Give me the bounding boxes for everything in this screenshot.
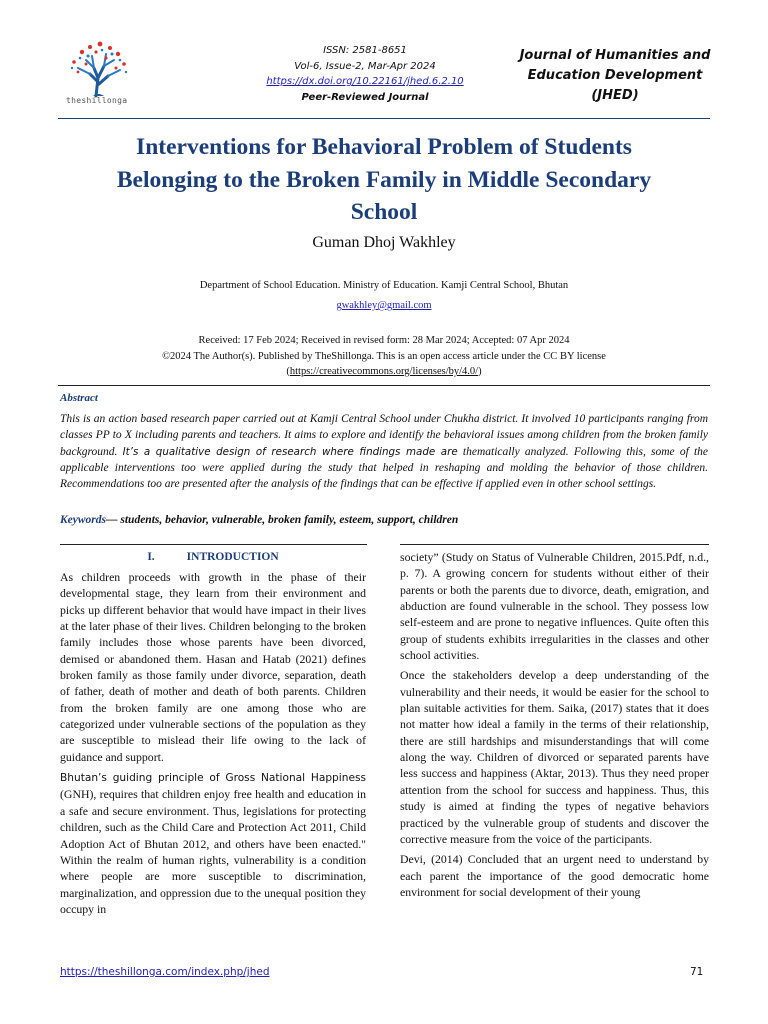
section-heading xyxy=(60,549,366,565)
paragraph: society” (Study on Status of Vulnerable Children, 2015.Pdf, n.d., p. 7). A growing concern for students without either of their parents or both the parents due to divorce, death, emigration, and abduction are found vulnerable in the school. They possess low self-esteem and are prone to negative influences. Quite often this group of students exhibits irregularities in the classes and other school activities. xyxy=(400,550,709,663)
author-affiliation: Department of School Education. Ministry of Education. Kamji Central School, Bhutan xyxy=(199,280,569,291)
peer-reviewed-label: Peer-Reviewed Journal xyxy=(301,91,429,103)
footer-journal-link[interactable]: https://theshillonga.com/index.php/jhed xyxy=(60,966,270,978)
copyright-notice: ©2024 The Author(s). Published by TheShillonga. This is an open access article under the CC BY license xyxy=(162,350,606,362)
tree-logo-icon xyxy=(60,38,140,100)
page-number: 71 xyxy=(690,966,704,978)
left-column-divider xyxy=(60,544,367,545)
left-column xyxy=(60,549,366,921)
right-column-divider xyxy=(400,544,709,545)
paragraph: Devi, (2014) Concluded that an urgent need to understand by each parent the importance of the good democratic home environment for social development of their young xyxy=(400,852,709,899)
logo-wordmark: theshillonga xyxy=(66,96,128,105)
author-email-link[interactable]: gwakhley@gmail.com xyxy=(336,300,432,311)
title-line-1: Interventions for Behavioral Problem of Students xyxy=(136,134,632,160)
title-line-2: Belonging to the Broken Family in Middle Secondary xyxy=(116,166,652,193)
paper-title xyxy=(80,131,688,229)
journal-name-line2: Education Development xyxy=(527,68,703,83)
journal-meta xyxy=(250,43,480,105)
section-title: INTRODUCTION xyxy=(186,551,279,563)
issn: ISSN: 2581-8651 xyxy=(323,45,407,56)
keywords-label: Keywords xyxy=(60,514,106,526)
article-history xyxy=(80,333,688,380)
keywords-list: — students, behavior, vulnerable, broken family, esteem, support, children xyxy=(106,514,459,526)
abstract-divider xyxy=(58,385,710,386)
title-line-3: School xyxy=(350,199,418,225)
keywords xyxy=(60,514,708,526)
right-column xyxy=(400,549,709,904)
author-name: Guman Dhoj Wakhley xyxy=(312,234,456,251)
journal-name-line1: Journal of Humanities and xyxy=(519,48,711,63)
doi-link[interactable]: https://dx.doi.org/10.22161/jhed.6.2.10 xyxy=(266,76,464,87)
header-divider xyxy=(58,118,710,119)
volume-issue: Vol-6, Issue-2, Mar-Apr 2024 xyxy=(294,60,436,72)
paragraph: As children proceeds with growth in the phase of their developmental stage, they learn from their environment and picks up different behavior that would have impact in their lives at the later phase of their lives. Children belonging to the broken family includes those whose parents have been divorced, demised or abandoned them. Hasan and Hatab (2021) defines broken family as those family under divorce, separation, death of father, death of mother and death of both parents. Children from the broken family are one among those who are categorized under vulnerable sections of the population as they are susceptible to mislead their life owing to the lack of guidance and support. xyxy=(60,570,366,764)
license-line: (https://creativecommons.org/licenses/by/4.0/) xyxy=(286,366,482,377)
paragraph: Bhutan’s guiding principle of Gross National Happiness (GNH), requires that children enjoy free health and education in a safe and secure environment. Thus, legislations for protecting children, such as the Child Care and Protection Act 2011, Child Adoption Act of Bhutan 2012, and others have been enacted." Within the realm of human rights, vulnerability is a condition where people are more susceptible to discrimination, marginalization, and oppression due to the unequal position they occupy in xyxy=(60,772,366,916)
paragraph: Once the stakeholders develop a deep understanding of the vulnerability and their needs, it would be easier for the school to plan suitable activities for them. Saika, (2017) states that it does not matter how ideal a family in the terms of their relationship, there are still hardships and misunderstandings that will come along the way. Children of divorced or separated parents have less success and happiness (Aktar, 2013). Thus they need proper attention from the school for success and happiness. Thus, this study is aimed at finding the types of negative behaviors practiced by the vulnerable group of students and discover the corrective measure from the voice of the participants. xyxy=(400,668,709,846)
abstract-text: This is an action based research paper carried out at Kamji Central School under Chukha district. It involved 10 participants ranging from classes PP to X including parents and teachers. It aims to explore and identify the behavioral issues among children from the broken family background. It’s a qualitative design of research where findings made are thematically analyzed. Following this, some of the applicable interventions too were applied during the study that helped in reshaping and molding the behavior of those children. Recommendations too are presented after the analysis of the findings that can be effective if applied even in other school settings. xyxy=(60,413,709,491)
section-number: I. xyxy=(147,551,155,563)
journal-abbrev: (JHED) xyxy=(591,88,639,103)
journal-name xyxy=(510,46,720,106)
license-link[interactable]: https://creativecommons.org/licenses/by/4.0/ xyxy=(289,366,479,377)
received-dates: Received: 17 Feb 2024; Received in revised form: 28 Mar 2024; Accepted: 07 Apr 2024 xyxy=(198,335,570,346)
abstract-heading: Abstract xyxy=(60,392,98,404)
